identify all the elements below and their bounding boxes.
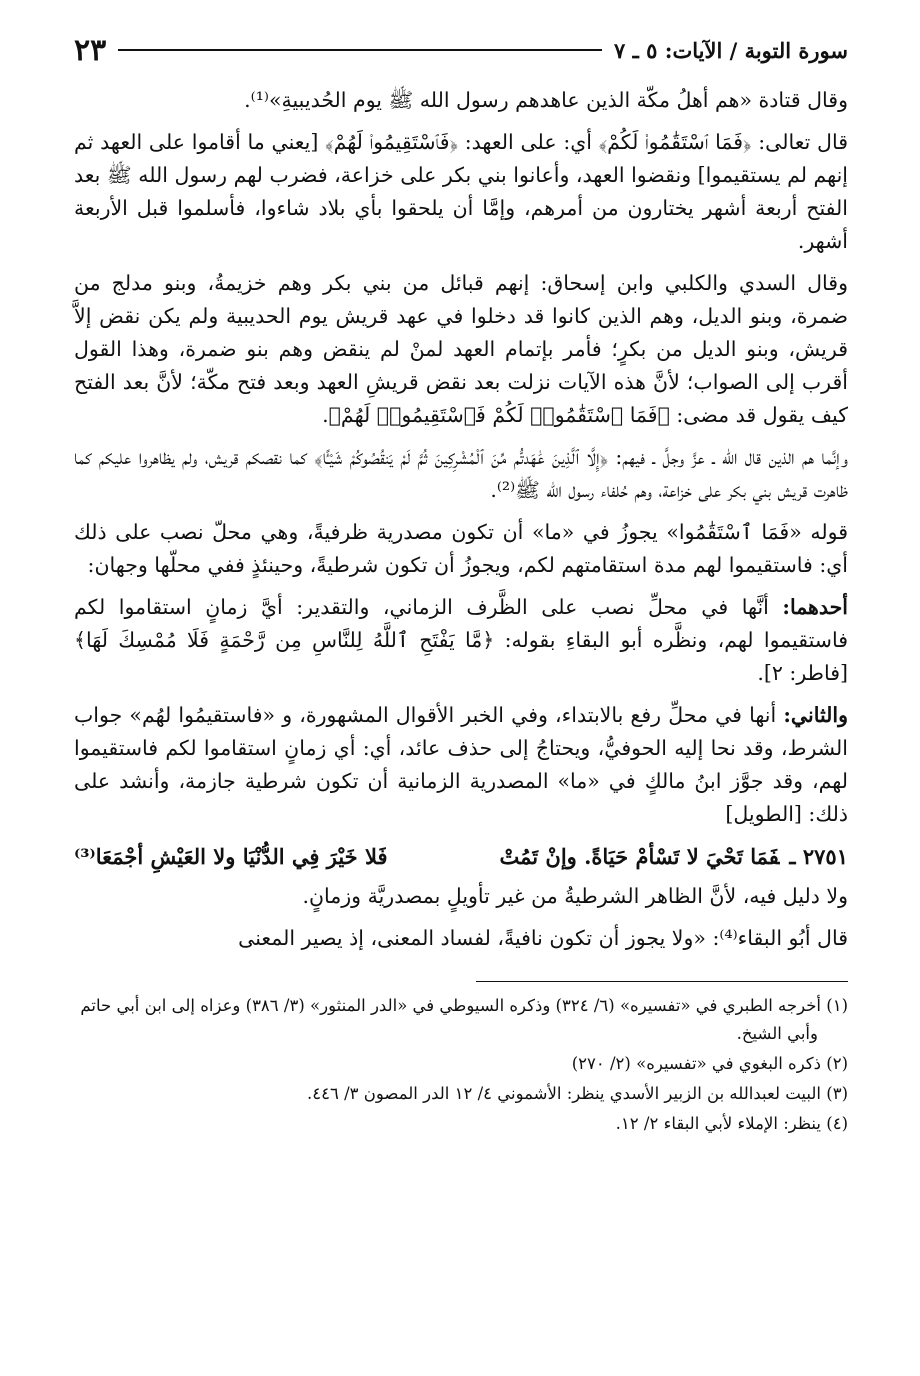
footnote: (٤) ينظر: الإملاء لأبي البقاء ٢/ ١٢. [615, 1114, 848, 1133]
paragraph: قال أبُو البقاء⁽⁴⁾: «ولا يجوز أن تكون نافيةً، لفساد المعنى، إذ يصير المعنى [238, 926, 848, 950]
paragraph: وإنَّما هم الذين قال الله ـ عزَّ وجلَّ ـ فيهم: ﴿إِلَّا ٱلَّذِينَ عَٰهَدتُّم مِّنَ ٱلْمُشْرِكِينَ ثُمَّ لَمْ يَنقُصُوكُمْ شَيْـًٔا﴾ كما نقصكم قريش، ولم يظاهروا عليكم كما ظاهرت قريش بني بكر على خزاعة، وهم حُلفاء رسول الله ﷺ⁽²⁾. [74, 445, 848, 502]
poem-verse [74, 840, 848, 874]
running-title: سورة التوبة / الآيات: ٥ ـ ٧ [614, 37, 848, 63]
paragraph: قال تعالى: ﴿فَمَا ٱسْتَقَٰمُوا۟ لَكُمْ﴾ أي: على العهد: ﴿فَٱسْتَقِيمُوا۟ لَهُمْ﴾ [يعني ما أقاموا على العهد ثم إنهم لم يستقيموا] ونقضوا العهد، وأعانوا بني بكر على خزاعة، فضرب لهم رسول الله ﷺ بعد الفتح أربعة أشهر يختارون من أمرهم، وإمَّا أن يلحقوا بأي بلاد شاءوا، فأسلموا قبل الأربعة أشهر. [74, 130, 848, 253]
first-view-text: أنَّها في محلِّ نصب على الظَّرف الزماني، والتقدير: أيَّ زمانٍ استقاموا لكم فاستقيموا لهم، ونظَّره أبو البقاءِ بقوله: ﴿مَّا يَفْتَحِ ٱللَّهُ لِلنَّاسِ مِن رَّحْمَةٍ فَلَا مُمْسِكَ لَهَا﴾ [فاطر: ٢]. [74, 595, 848, 685]
poem-first-half [499, 840, 848, 874]
header-rule [118, 49, 602, 51]
footnote: (٢) ذكره البغوي في «تفسيره» (٢/ ٢٧٠) [571, 1054, 848, 1073]
paragraph: وقال السدي والكلبي وابن إسحاق: إنهم قبائل من بني بكر وهم خزيمةُ، وبنو مدلج من ضمرة، وبنو الديل، وهم الذين كانوا قد دخلوا في عهد قريش يوم الحديبية ولم يكن نقض إلاَّ قريش، وبنو الديل من بكرٍ؛ فأمر بإتمام العهد لمنْ لم ينقض وهم بنو ضمرة، وهذا القول أقرب إلى الصواب؛ لأنَّ هذه الآيات نزلت بعد نقض قريشِ العهد وبعد فتح مكّة؛ لأنَّ بعد الفتح كيف يقول قد مضى: ﴿فَمَا ٱسْتَقَٰمُوا۟ لَكُمْ فَٱسْتَقِيمُوا۟ لَهُمْ﴾. [74, 271, 848, 427]
first-hemistich: فَمَا تَحْيَ لا تَسْأمْ حَيَاةً. وإنْ تَمُتْ [499, 844, 780, 869]
paragraph: قوله «فَمَا ٱسْتَقَٰمُوا» يجوزُ في «ما» أن تكون مصدرية ظرفيةً، وهي محلّ نصب على ذلك أي: فاستقيموا لهم مدة استقامتهم لكم، ويجوزُ أن تكون شرطيةً، وحينئذٍ ففي محلّها وجهان: [74, 520, 848, 577]
second-view-lead: والثاني: [783, 703, 848, 727]
page-header [74, 30, 848, 70]
footnote: (١) أخرجه الطبري في «تفسيره» (٦/ ٣٢٤) وذكره السيوطي في «الدر المنثور» (٣/ ٣٨٦) وعزاه إلى ابن أبي حاتم وأبي الشيخ. [80, 996, 848, 1043]
paragraph: ولا دليل فيه، لأنَّ الظاهر الشرطيةُ من غير تأويلٍ بمصدريَّة وزمانٍ. [302, 884, 848, 908]
main-text [74, 84, 848, 955]
footnote-divider [476, 981, 848, 982]
first-view-paragraph [74, 591, 848, 690]
page-number: ٢٣ [74, 32, 107, 68]
first-view-lead: أحدهما: [782, 595, 848, 619]
footnotes [74, 992, 848, 1138]
second-view-text: أنها في محلِّ رفع بالابتداء، وفي الخبر الأقوال المشهورة، و «فاستقيمُوا لهُم» جواب الشرط، وقد نحا إليه الحوفيُّ، ويحتاجُ إلى حذف عائد، أي: أي زمانٍ استقاموا لكم فاستقيموا لهم، وقد جوَّز ابنُ مالكٍ في «ما» المصدرية الزمانية أن تكون شرطية جازمة، وأنشد على ذلك: [الطويل] [74, 703, 848, 826]
paragraph: وقال قتادة «هم أهلُ مكّة الذين عاهدهم رسول الله ﷺ يوم الحُديبيةِ»⁽¹⁾. [244, 88, 848, 112]
verse-number: ٢٧٥١ ـ [789, 844, 848, 869]
second-view-paragraph [74, 699, 848, 831]
second-hemistich: فَلا خَيْرَ فِي الدُّنْيَا ولا العَيْشِ أجْمَعَا⁽³⁾ [74, 844, 388, 869]
footnote: (٣) البيت لعبدالله بن الزبير الأسدي ينظر: الأشموني ٤/ ١٢ الدر المصون ٣/ ٤٤٦. [307, 1084, 848, 1103]
